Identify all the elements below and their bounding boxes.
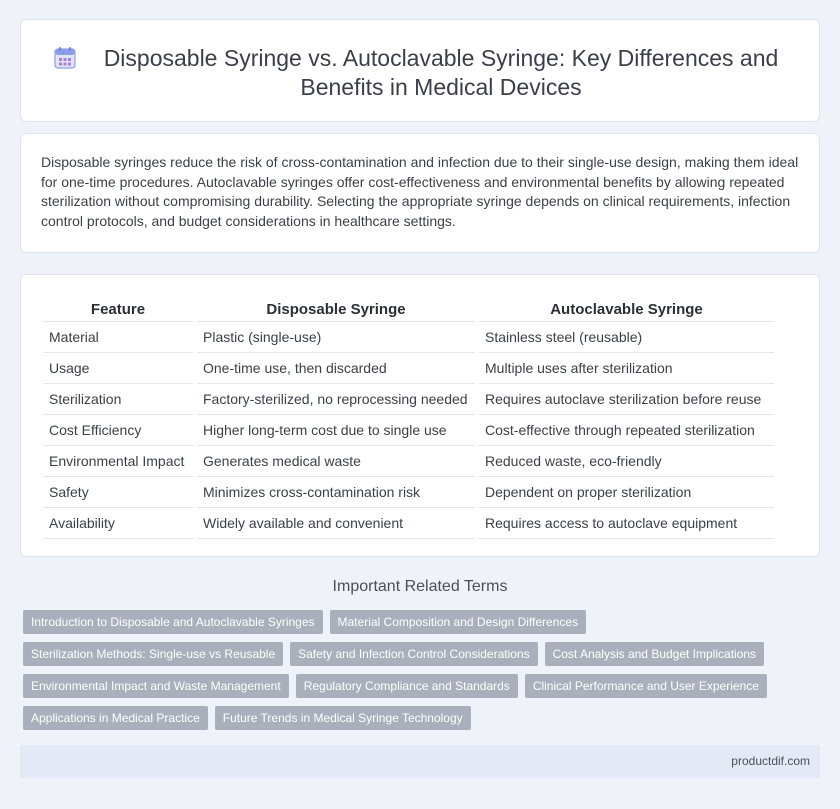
related-terms-heading: Important Related Terms (332, 578, 508, 595)
cell-autoclavable: Stainless steel (reusable) (479, 322, 774, 353)
tag-row (23, 642, 803, 666)
related-term-tag[interactable]: Applications in Medical Practice (23, 706, 208, 730)
cell-feature: Safety (43, 477, 193, 508)
related-term-tag[interactable]: Material Composition and Design Differences (330, 610, 587, 634)
cell-autoclavable: Requires autoclave sterilization before reuse (479, 384, 774, 415)
related-term-tag[interactable]: Future Trends in Medical Syringe Technology (215, 706, 471, 730)
cell-disposable: Generates medical waste (197, 446, 475, 477)
footer-site[interactable]: productdif.com (731, 754, 810, 768)
cell-feature: Material (43, 322, 193, 353)
cell-disposable: Widely available and convenient (197, 508, 475, 539)
related-term-tag[interactable]: Clinical Performance and User Experience (525, 674, 767, 698)
related-term-tag[interactable]: Introduction to Disposable and Autoclavable Syringes (23, 610, 323, 634)
header-feature: Feature (43, 295, 193, 322)
header-disposable: Disposable Syringe (197, 295, 475, 322)
cell-autoclavable: Requires access to autoclave equipment (479, 508, 774, 539)
comparison-card (20, 274, 820, 557)
cell-feature: Sterilization (43, 384, 193, 415)
comparison-table (43, 295, 774, 539)
cell-disposable: Plastic (single-use) (197, 322, 475, 353)
cell-feature: Availability (43, 508, 193, 539)
related-term-tag[interactable]: Cost Analysis and Budget Implications (545, 642, 764, 666)
table-header-row (43, 295, 774, 322)
cell-feature: Usage (43, 353, 193, 384)
cell-feature: Cost Efficiency (43, 415, 193, 446)
cell-disposable: One-time use, then discarded (197, 353, 475, 384)
table-row (43, 353, 774, 384)
table-row (43, 477, 774, 508)
cell-autoclavable: Cost-effective through repeated sterilization (479, 415, 774, 446)
table-row (43, 415, 774, 446)
table-row (43, 446, 774, 477)
intro-card (20, 133, 820, 253)
cell-disposable: Higher long-term cost due to single use (197, 415, 475, 446)
related-term-tag[interactable]: Environmental Impact and Waste Management (23, 674, 289, 698)
tag-row (23, 674, 803, 698)
related-term-tag[interactable]: Regulatory Compliance and Standards (296, 674, 518, 698)
cell-disposable: Minimizes cross-contamination risk (197, 477, 475, 508)
header-autoclavable: Autoclavable Syringe (479, 295, 774, 322)
title-card (20, 19, 820, 122)
footer (20, 745, 820, 778)
page-title: Disposable Syringe vs. Autoclavable Syringe: Key Differences and Benefits in Medical Devices (103, 45, 779, 100)
cell-autoclavable: Dependent on proper sterilization (479, 477, 774, 508)
cell-disposable: Factory-sterilized, no reprocessing needed (197, 384, 475, 415)
intro-paragraph: Disposable syringes reduce the risk of cross-contamination and infection due to their single-use design, making them ideal for one-time procedures. Autoclavable syringes offer cost-effectiveness and environmental benefits by allowing repeated sterilization without compromising durability. Selecting the appropriate syringe depends on clinical requirements, infection control protocols, and budget considerations in healthcare settings. (41, 154, 799, 229)
table-row (43, 508, 774, 539)
table-row (43, 322, 774, 353)
cell-autoclavable: Reduced waste, eco-friendly (479, 446, 774, 477)
tag-row (23, 706, 803, 730)
related-terms-tags (23, 610, 803, 738)
tag-row (23, 610, 803, 634)
related-term-tag[interactable]: Sterilization Methods: Single-use vs Reusable (23, 642, 283, 666)
cell-autoclavable: Multiple uses after sterilization (479, 353, 774, 384)
table-row (43, 384, 774, 415)
cell-feature: Environmental Impact (43, 446, 193, 477)
related-term-tag[interactable]: Safety and Infection Control Considerations (290, 642, 537, 666)
